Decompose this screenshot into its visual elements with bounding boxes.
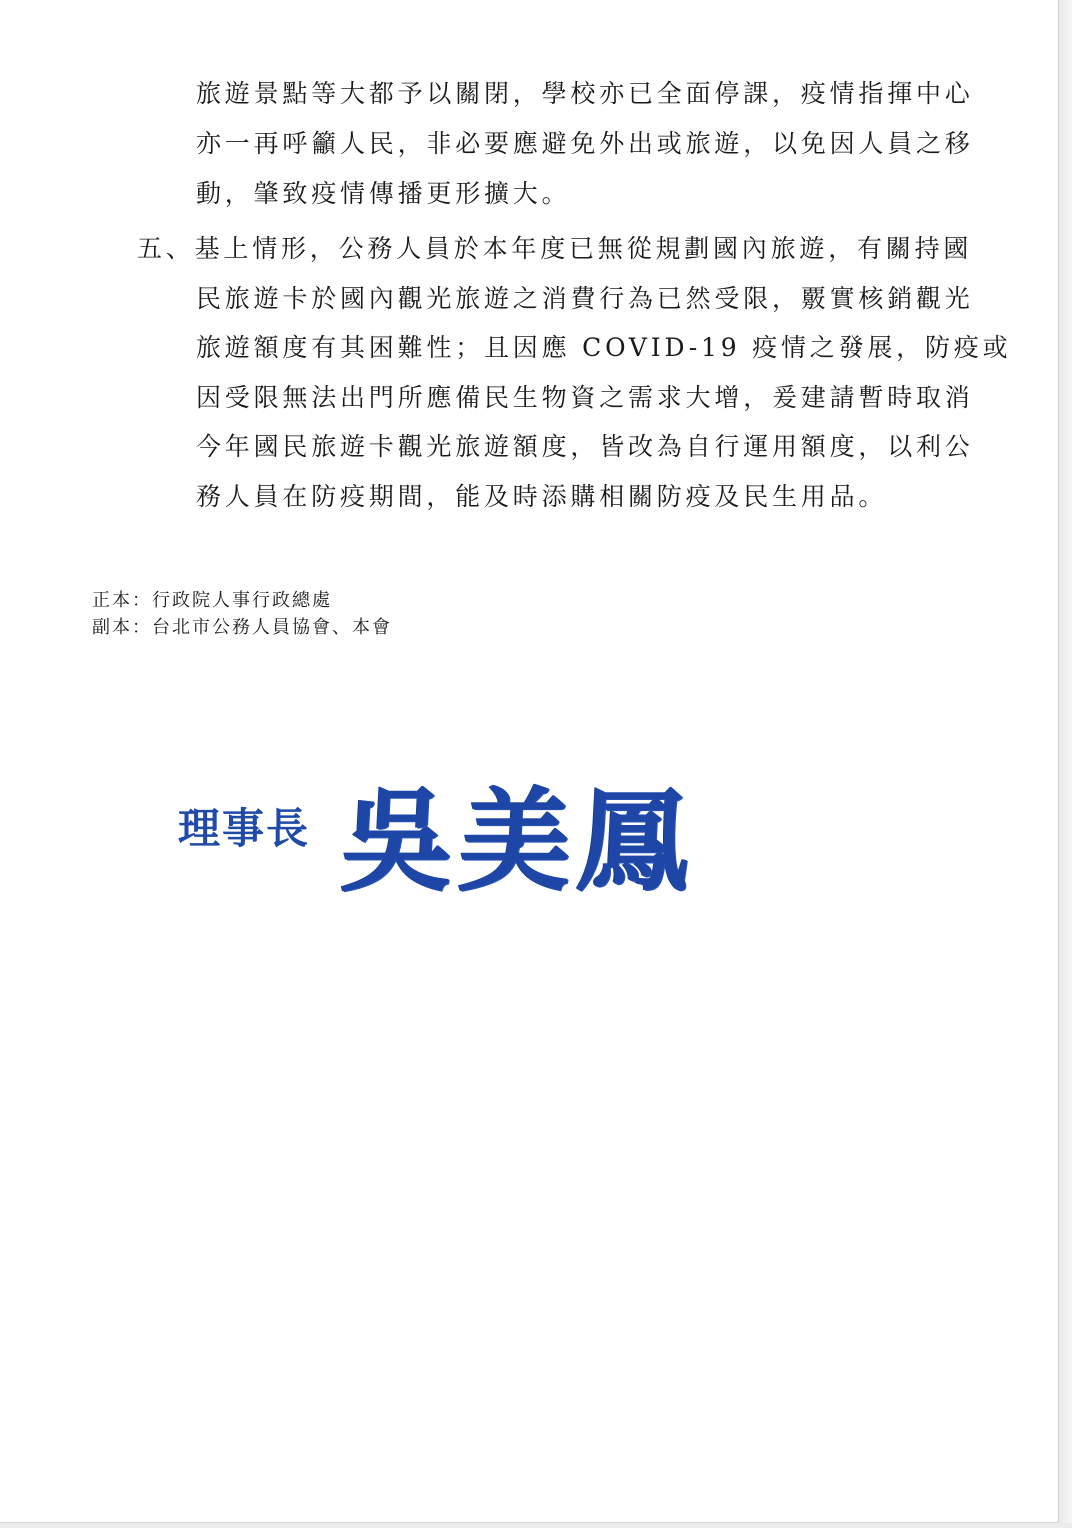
body-line-6: 旅遊額度有其困難性；且因應 COVID-19 疫情之發展，防疫或 xyxy=(196,333,1012,362)
body-line-5: 民旅遊卡於國內觀光旅遊之消費行為已然受限，覈實核銷觀光 xyxy=(196,284,974,313)
body-line-9: 務人員在防疫期間，能及時添購相關防疫及民生用品。 xyxy=(196,482,888,511)
original-recipient: 正本：行政院人事行政總處 xyxy=(92,590,332,611)
page-edge-shadow xyxy=(1059,0,1072,1528)
body-line-7: 因受限無法出門所應備民生物資之需求大增，爰建請暫時取消 xyxy=(196,383,974,412)
body-line-2: 亦一再呼籲人民，非必要應避免外出或旅遊，以免因人員之移 xyxy=(196,129,974,158)
signature-name: 吳美鳳 xyxy=(338,776,699,907)
page-bottom-shadow xyxy=(0,1523,1072,1528)
body-line-4: 五、基上情形，公務人員於本年度已無從規劃國內旅遊，有關持國 xyxy=(137,234,973,263)
body-line-8: 今年國民旅遊卡觀光旅遊額度，皆改為自行運用額度，以利公 xyxy=(196,432,974,461)
signature-title: 理事長 xyxy=(178,804,311,853)
body-line-1: 旅遊景點等大都予以關閉，學校亦已全面停課，疫情指揮中心 xyxy=(196,79,974,108)
body-line-3: 動，肇致疫情傳播更形擴大。 xyxy=(196,179,571,208)
copy-recipient: 副本：台北市公務人員協會、本會 xyxy=(92,617,392,638)
